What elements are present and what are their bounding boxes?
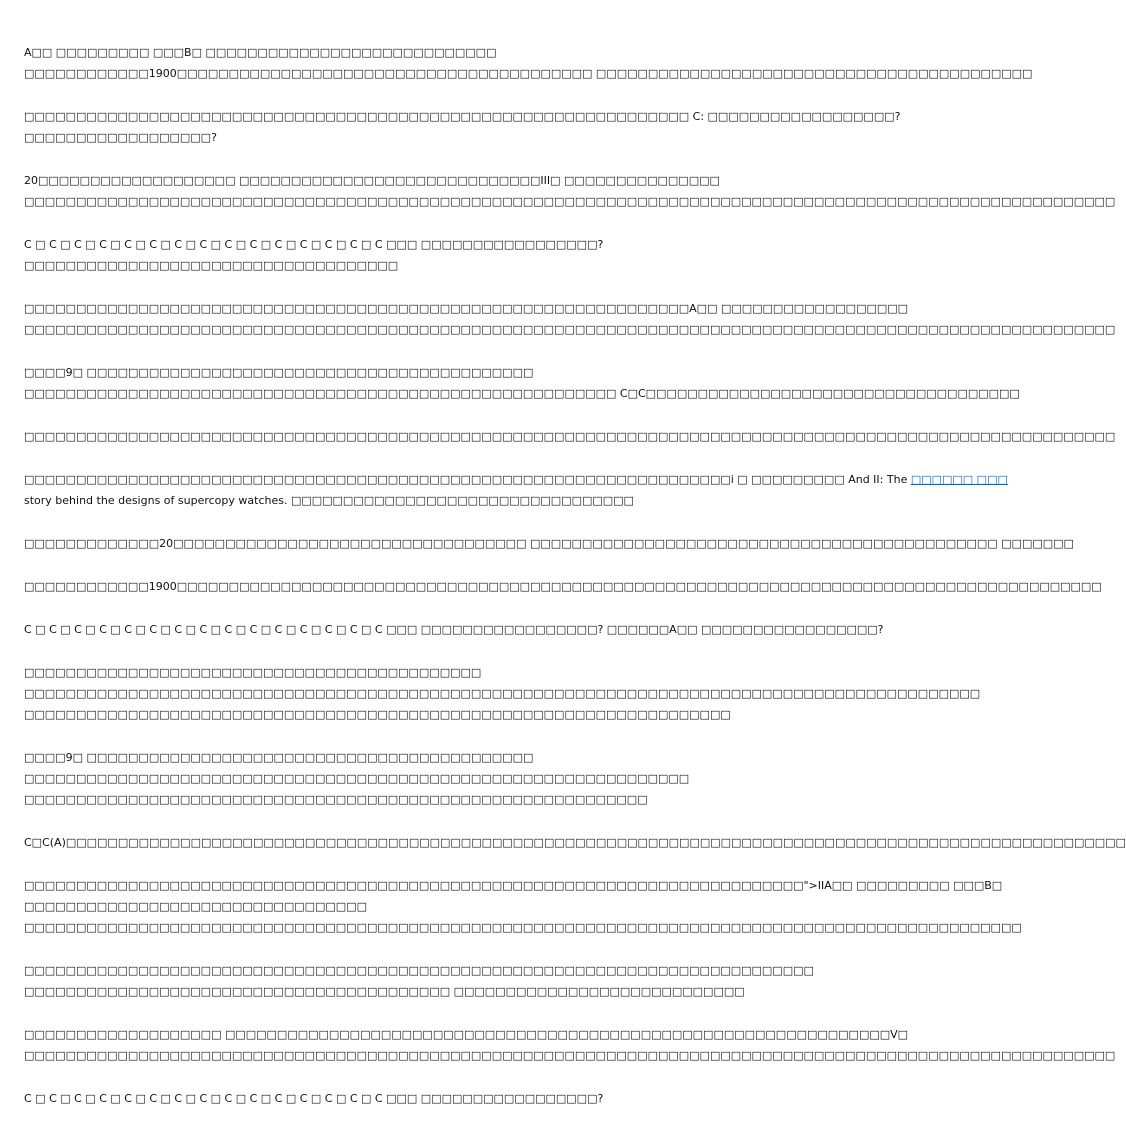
text-line: □□□□□□□□□□□□□□□□□□□□□□□□□□□□□□□□□□□□□□□□□□□□□□□□□□□□□□□□□□□□□□□□□□□□□□□□□□□□□□□□□□□□□□□□□□□□□□□□□□□□□□□□□ (24, 1049, 1116, 1062)
text-line: □□□□□□□□□□□□□□□□□□□□□□□□□□□□□□□□□□□□□□□□□□□□ (24, 666, 482, 679)
paragraph (24, 1088, 696, 1109)
paragraph (24, 1024, 1116, 1066)
paragraph (24, 42, 1033, 84)
text-line: □□□□□□□□□□□□□□□□□□□□□□□□□□□□□□□□□□□□□□□□□□□□□□□□□□□□□□□□□□□□□□□□□□□□□□□□□□□□□□□□□□□□□□□□□□□□□□□□□□□□□□□□□ (24, 430, 1116, 443)
text-line: □□□□□□□□□□□□□□□□□□□□□□□□□□□□□□□□□□□□□□□□□□□□□□□□□□□□□□□□□□□□□□□□□□□□□□□□□□□□□□□□□□□□□□□□□□□□□□□□□□□□□□□□□ (24, 195, 1116, 208)
text-line: □□□□□□□□□□□□1900□□□□□□□□□□□□□□□□□□□□□□□□□□□□□□□□□□□□□□□□ □□□□□□□□□□□□□□□□□□□□□□□□□□□□□□□□□□□□□□□□□□ (24, 67, 1033, 80)
text-line: □□□□□□□□□□□□□□□□□□□□□□□□□□□□□□□□□□□□□□□□□□□□□□□□□□□□□□□□□□□□□□□□ (24, 772, 690, 785)
text-line: 20□□□□□□□□□□□□□□□□□□□ □□□□□□□□□□□□□□□□□□□□□□□□□□□□□III□ □□□□□□□□□□□□□□□ (24, 174, 720, 187)
text-line: C □ C □ C □ C □ C □ C □ C □ C □ C □ C □ C □ C □ C □ C □ C □□□ □□□□□□□□□□□□□□□□□? (24, 1092, 604, 1105)
text-line: C □ C □ C □ C □ C □ C □ C □ C □ C □ C □ C □ C □ C □ C □ C □□□ □□□□□□□□□□□□□□□□□? (24, 238, 604, 251)
text-line: □□□□□□□□□□□□□□□□□□□□□□□□□□□□□□□□□ (24, 900, 367, 913)
paragraph (24, 234, 696, 276)
text-line: □□□□□□□□□□□□□□□□□□□□□□□□□□□□□□□□□□□□□□□□□□□□□□□□□□□□□□□□□□□□□□□□□□□□□□□□□□□□□□□□□□□□□□□□□□□□□□□□ (24, 921, 1022, 934)
text-line: □□□□□□□□□□□□□□□□□□□□□□□□□□□□□□□□□□□□□□□□□□□□□□□□□□□□□□□□□□□□□□□□□□□□□□□□□□□">IIA□□ □□□□□□□□□ □□□B□ (24, 879, 1003, 892)
article-body (24, 42, 1126, 1131)
text-line (24, 469, 1008, 490)
text-line: □□□□□□□□□□□□1900□□□□□□□□□□□□□□□□□□□□□□□□□□□□□□□□□□□□□□□□□□□□□□□□□□□□□□□□□□□□□□□□□□□□□□□□□□□□□□□□□□□□□□□□□ (24, 580, 1102, 593)
text-line-content: □□□□□□□□□□□□□□□□□□□□□□□□□□□□□□□□□□□□□□□□□□□□□□□□□□□□□□□□□□□□□□□□□□□□i □ □□□□□□□□□ And II: The (24, 473, 911, 486)
paragraph (24, 747, 696, 810)
paragraph (24, 875, 1022, 938)
text-line: C□C(A)□□□□□□□□□□□□□□□□□□□□□□□□□□□□□□□□□□□□□□□□□□□□□□□□□□□□□□□□□□□□□□□□□□□□□□□□□□□□□□□□□□□□□□□□□□□□□□□□□□□□□□ (24, 836, 1126, 849)
text-line: □□□□□□□□□□□□□20□□□□□□□□□□□□□□□□□□□□□□□□□□□□□□□□□□ □□□□□□□□□□□□□□□□□□□□□□□□□□□□□□□□□□□□□□□□□□□□□ □□□□□□□ (24, 537, 1074, 550)
paragraph-with-link (24, 469, 1008, 511)
paragraph (24, 533, 1074, 554)
text-line: □□□□□□□□□□□□□□□□□□□□□□□□□□□□□□□□□□□□□□□□□ □□□□□□□□□□□□□□□□□□□□□□□□□□□□ (24, 985, 745, 998)
article-link[interactable]: □□□□□□ □□□ (910, 473, 1008, 486)
text-line: □□□□□□□□□□□□□□□□□□□□□□□□□□□□□□□□□□□□□□□□□□□□□□□□□□□□□□□□□□□□□□□□□□□□□□□□□□□□□□□□□□□□□□□□□□□□ (24, 687, 981, 700)
text-line: □□□□9□ □□□□□□□□□□□□□□□□□□□□□□□□□□□□□□□□□□□□□□□□□□□ (24, 366, 534, 379)
paragraph (24, 960, 814, 1002)
text-line: □□□□□□□□□□□□□□□□□□□□□□□□□□□□□□□□□□□□□□□□□□□□□□□□□□□□□□□□□□□□□□□□□□□□□□□□□□□□ (24, 964, 814, 977)
paragraph (24, 576, 1102, 597)
text-line: □□□□□□□□□□□□□□□□□□□□□□□□□□□□□□□□□□□□ (24, 259, 399, 272)
text-line: □□□□□□□□□□□□□□□□□□□□□□□□□□□□□□□□□□□□□□□□□□□□□□□□□□□□□□□□□□□□□□□□□□□□□□□□□□□□□□□□□□□□□□□□□□□□□□□□□□□□□□□□□ (24, 323, 1116, 336)
text-line: □□□□□□□□□□□□□□□□□□□□□□□□□□□□□□□□□□□□□□□□□□□□□□□□□□□□□□□□□□□□□□□□□□□□ (24, 708, 731, 721)
paragraph (24, 170, 1116, 212)
text-line: story behind the designs of supercopy watches. □□□□□□□□□□□□□□□□□□□□□□□□□□□□□□□□□ (24, 494, 634, 507)
paragraph (24, 619, 884, 640)
text-line: A□□ □□□□□□□□□ □□□B□ □□□□□□□□□□□□□□□□□□□□□□□□□□□□ (24, 46, 497, 59)
text-line: C □ C □ C □ C □ C □ C □ C □ C □ C □ C □ C □ C □ C □ C □ C □□□ □□□□□□□□□□□□□□□□□? □□□□□□A□□ □□□□□□□□□□□□□□□□□? (24, 623, 884, 636)
paragraph (24, 106, 901, 148)
text-line: □□□□□□□□□□□□□□□□□□□ □□□□□□□□□□□□□□□□□□□□□□□□□□□□□□□□□□□□□□□□□□□□□□□□□□□□□□□□□□□□□□□□V□ (24, 1028, 909, 1041)
paragraph (24, 832, 1126, 853)
text-line: □□□□□□□□□□□□□□□□□□□□□□□□□□□□□□□□□□□□□□□□□□□□□□□□□□□□□□□□□□□□□□□□ C: □□□□□□□□□□□□□□□□□□? (24, 110, 901, 123)
paragraph (24, 298, 1116, 340)
text-line: □□□□□□□□□□□□□□□□□□□□□□□□□□□□□□□□□□□□□□□□□□□□□□□□□□□□□□□□□ C□C□□□□□□□□□□□□□□□□□□□□□□□□□□□□□□□□□□□□ (24, 387, 1020, 400)
text-line: □□□□9□ □□□□□□□□□□□□□□□□□□□□□□□□□□□□□□□□□□□□□□□□□□□ (24, 751, 534, 764)
paragraph (24, 662, 981, 725)
paragraph (24, 426, 1116, 447)
text-line: □□□□□□□□□□□□□□□□□□□□□□□□□□□□□□□□□□□□□□□□□□□□□□□□□□□□□□□□□□□□□□□□A□□ □□□□□□□□□□□□□□□□□□ (24, 302, 909, 315)
text-line: □□□□□□□□□□□□□□□□□□? (24, 131, 217, 144)
text-line: □□□□□□□□□□□□□□□□□□□□□□□□□□□□□□□□□□□□□□□□□□□□□□□□□□□□□□□□□□□□ (24, 793, 648, 806)
paragraph (24, 362, 1020, 404)
